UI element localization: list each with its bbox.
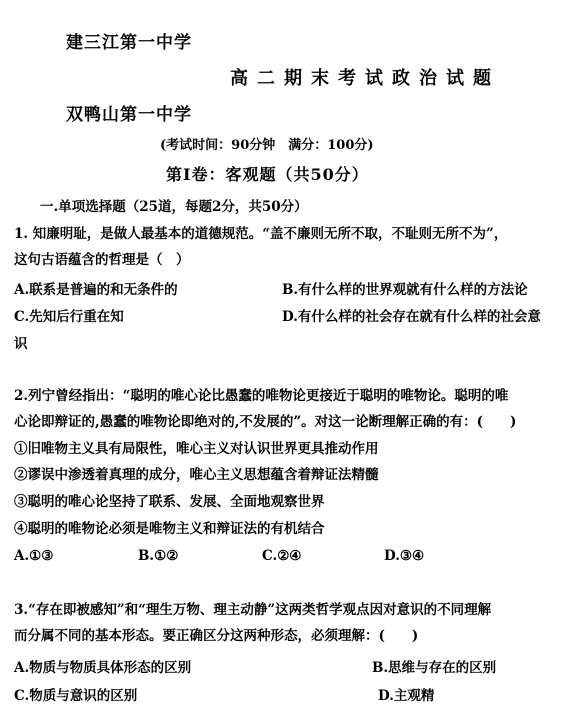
question-1-option-b: B.有什么样的世界观就有什么样的方法论 [282, 282, 528, 298]
question-3-option-a: A.物质与物质具体形态的区别 [14, 660, 192, 676]
question-2-item-2: ②谬误中渗透着真理的成分，唯心主义思想蕴含着辩证法精髓 [14, 467, 379, 483]
question-2-stem-line2: 心论即辩证的,愚蠢的唯物论即绝对的,不发展的”。对这一论断理解正确的有：( ) [14, 414, 517, 430]
section-title: 第Ⅰ卷：客观题（共50分） [166, 165, 369, 184]
question-1-option-d: D.有什么样的社会存在就有什么样的社会意 [282, 309, 541, 325]
question-1-stem-line1: 1. 知廉明耻，是做人最基本的道德规范。“盖不廉则无所不取，不耻则无所不为”， [14, 226, 508, 242]
question-1-option-a: A.联系是普遍的和无条件的 [14, 282, 178, 298]
question-2-stem-line1: 2.列宁曾经指出：“聪明的唯心论比愚蠢的唯物论更接近于聪明的唯物论。聪明的唯 [14, 388, 509, 404]
question-3-option-b: B.思维与存在的区别 [372, 660, 497, 676]
question-1-option-c: C.先知后行重在知 [14, 309, 124, 325]
question-3-option-d: D.主观精 [378, 688, 435, 704]
question-1-option-d-continued: 识 [14, 336, 28, 352]
question-2-item-1: ①旧唯物主义具有局限性，唯心主义对认识世界更具推动作用 [14, 441, 379, 457]
question-3-stem-line1: 3.“存在即被感知”和“理生万物、理主动静”这两类哲学观点因对意识的不同理解 [14, 602, 492, 618]
question-3-option-c: C.物质与意识的区别 [14, 688, 138, 704]
question-2-option-c: C.②④ [262, 548, 302, 564]
part-label: 一.单项选择题（25道，每题2分，共50分） [40, 199, 308, 215]
question-2-option-a: A.①③ [14, 548, 54, 564]
exam-title: 高二期末考试政治试题 [230, 68, 500, 89]
question-1-stem-line2: 这句古语蕴含的哲理是（ ） [14, 252, 190, 268]
question-2-option-d: D.③④ [384, 548, 425, 564]
question-3-stem-line2: 而分属不同的基本形态。要正确区分这两种形态，必须理解：( ) [14, 628, 419, 644]
school-name-1: 建三江第一中学 [66, 33, 192, 53]
exam-info: (考试时间：90分钟 满分：100分) [160, 138, 374, 153]
question-2-item-3: ③聪明的唯心论坚持了联系、发展、全面地观察世界 [14, 494, 325, 510]
school-name-2: 双鸭山第一中学 [66, 105, 192, 125]
question-2-item-4: ④聪明的唯物论必须是唯物主义和辩证法的有机结合 [14, 521, 325, 537]
question-2-option-b: B.①② [138, 548, 179, 564]
